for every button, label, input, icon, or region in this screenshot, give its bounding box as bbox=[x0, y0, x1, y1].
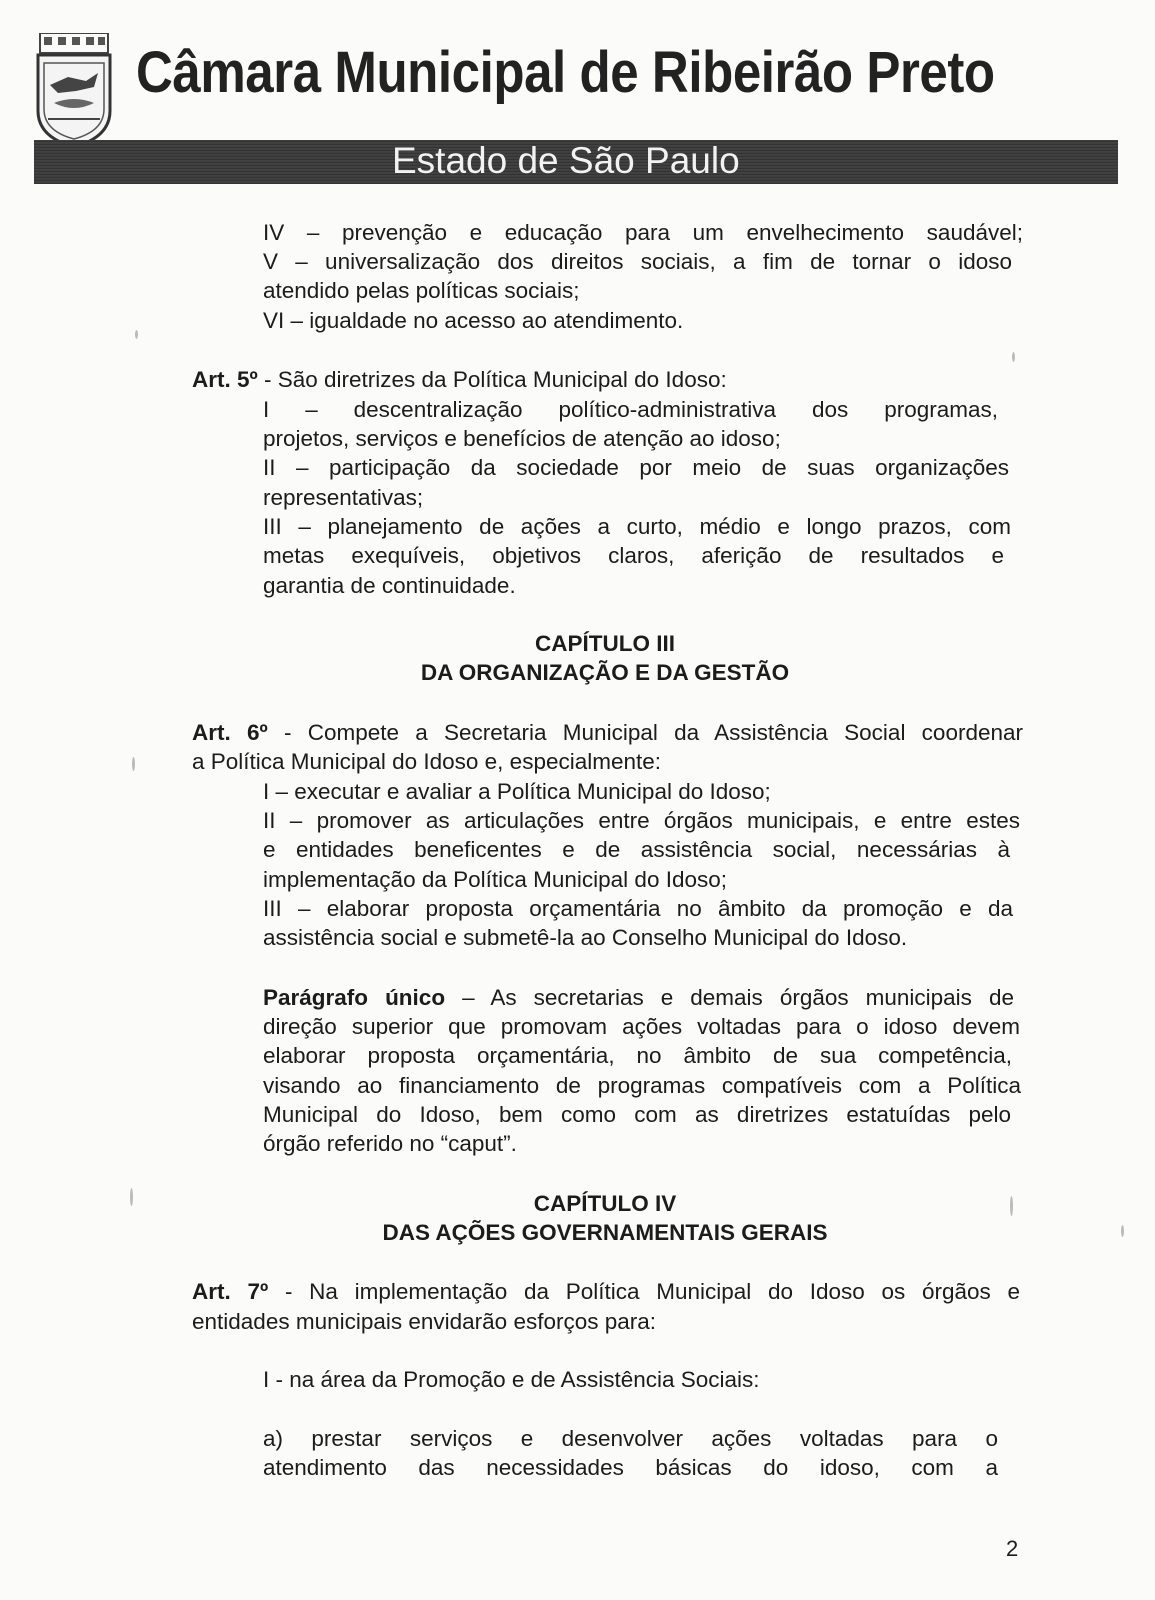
chapter-heading: CAPÍTULO III bbox=[535, 631, 675, 656]
chapter-title: DAS AÇÕES GOVERNAMENTAIS GERAIS bbox=[382, 1220, 828, 1245]
scan-speck bbox=[1121, 1225, 1124, 1237]
text-line: metas exequíveis, objetivos claros, aferição de resultados e bbox=[263, 543, 1004, 568]
text-line: II – promover as articulações entre órgãos municipais, e entre estes bbox=[263, 808, 1020, 833]
text-line: entidades municipais envidarão esforços para: bbox=[192, 1309, 657, 1334]
text-line: projetos, serviços e benefícios de atenção ao idoso; bbox=[263, 426, 781, 451]
text-line: direção superior que promovam ações voltadas para o idoso devem bbox=[263, 1014, 1020, 1039]
text-line: assistência social e submetê-la ao Conselho Municipal do Idoso. bbox=[263, 925, 908, 950]
text-line: II – participação da sociedade por meio de suas organizações bbox=[263, 455, 1009, 480]
scan-speck bbox=[135, 330, 138, 339]
text-line: órgão referido no “caput”. bbox=[263, 1131, 517, 1156]
article-7 bbox=[192, 1278, 1020, 1306]
text-line: elaborar proposta orçamentária, no âmbito de sua competência, bbox=[263, 1043, 1012, 1068]
article-text: - Compete a Secretaria Municipal da Assistência Social coordenar bbox=[267, 720, 1023, 745]
chapter-title: DA ORGANIZAÇÃO E DA GESTÃO bbox=[420, 660, 790, 685]
text-line: a Política Municipal do Idoso e, especialmente: bbox=[192, 749, 662, 774]
paragraph-text: – As secretarias e demais órgãos municipais de bbox=[445, 985, 1014, 1010]
paragraph-label: Parágrafo único bbox=[263, 985, 446, 1010]
scan-speck bbox=[1012, 352, 1015, 362]
text-line: e entidades beneficentes e de assistência social, necessárias à bbox=[263, 837, 1010, 862]
text-line: VI – igualdade no acesso ao atendimento. bbox=[263, 308, 684, 333]
text-line: implementação da Política Municipal do Idoso; bbox=[263, 867, 728, 892]
state-subtitle: Estado de São Paulo bbox=[392, 140, 740, 181]
page-number: 2 bbox=[1006, 1536, 1019, 1561]
text-line: V – universalização dos direitos sociais, a fim de tornar o idoso bbox=[263, 249, 1012, 274]
article-label: Art. 5º bbox=[192, 367, 258, 392]
text-line: III – elaborar proposta orçamentária no âmbito da promoção e da bbox=[263, 896, 1013, 921]
text-line: atendido pelas políticas sociais; bbox=[263, 278, 580, 303]
paragraph-unico bbox=[263, 984, 1014, 1012]
article-6 bbox=[192, 719, 1023, 747]
text-line: garantia de continuidade. bbox=[263, 573, 516, 598]
article-text: - São diretrizes da Política Municipal do Idoso: bbox=[257, 367, 727, 392]
scan-speck bbox=[132, 757, 135, 771]
text-line: representativas; bbox=[263, 485, 424, 510]
article-5 bbox=[192, 366, 727, 394]
institution-title: Câmara Municipal de Ribeirão Preto bbox=[136, 40, 995, 105]
text-line: I – descentralização político-administrativa dos programas, bbox=[263, 397, 998, 422]
text-line: I - na área da Promoção e de Assistência Sociais: bbox=[263, 1367, 760, 1392]
text-line: a) prestar serviços e desenvolver ações voltadas para o bbox=[263, 1426, 998, 1451]
scan-speck bbox=[130, 1188, 133, 1206]
text-line: I – executar e avaliar a Política Municipal do Idoso; bbox=[263, 779, 771, 804]
chapter-heading: CAPÍTULO IV bbox=[533, 1191, 677, 1216]
text-line: III – planejamento de ações a curto, médio e longo prazos, com bbox=[263, 514, 1011, 539]
article-text: - Na implementação da Política Municipal do Idoso os órgãos e bbox=[268, 1279, 1021, 1304]
article-label: Art. 7º bbox=[192, 1279, 269, 1304]
text-line: atendimento das necessidades básicas do idoso, com a bbox=[263, 1455, 998, 1480]
article-label: Art. 6º bbox=[192, 720, 268, 745]
text-line: visando ao financiamento de programas compatíveis com a Política bbox=[263, 1073, 1021, 1098]
text-line: IV – prevenção e educação para um envelhecimento saudável; bbox=[263, 220, 1023, 245]
text-line: Municipal do Idoso, bem como com as diretrizes estatuídas pelo bbox=[263, 1102, 1011, 1127]
scan-speck bbox=[1010, 1196, 1013, 1216]
